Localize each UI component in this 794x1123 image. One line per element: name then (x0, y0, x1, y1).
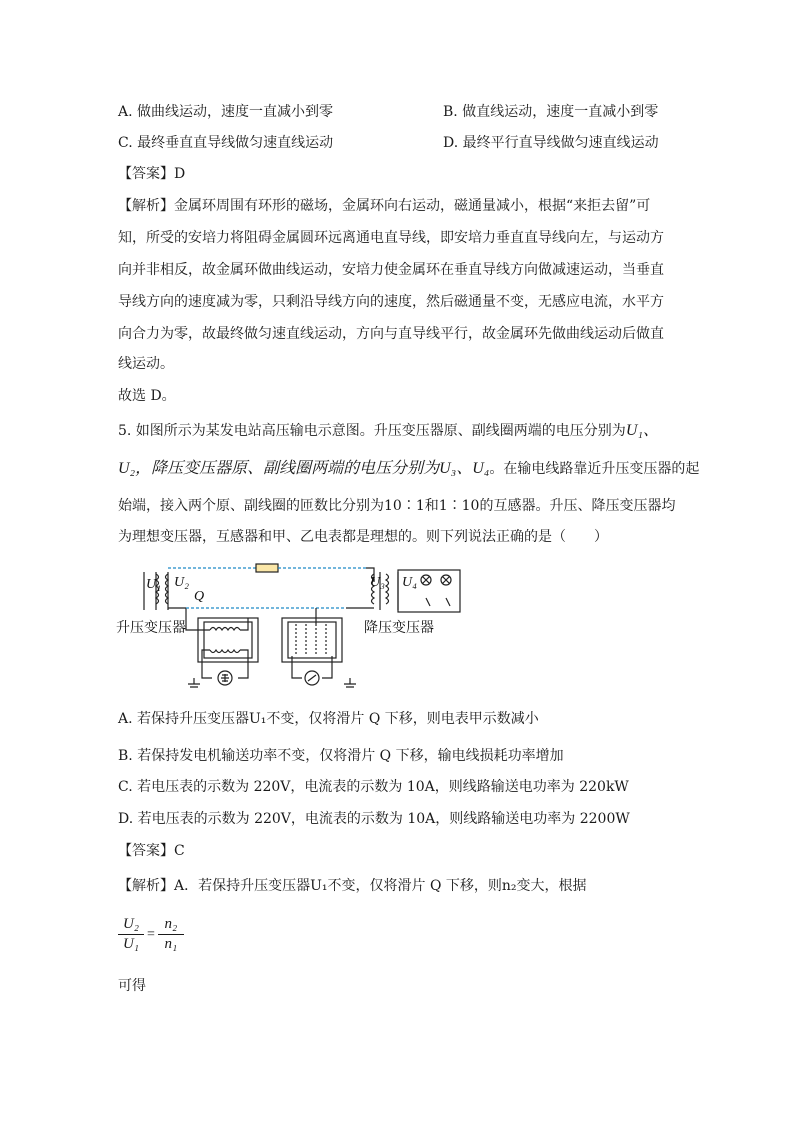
label-step-up: 升压变压器 (116, 620, 186, 636)
label-u3: U₃ (370, 575, 385, 590)
ratio-formula (118, 916, 184, 953)
analysis-line: 向并非相反，故金属环做曲线运动，安培力使金属环在垂直导线方向做减速运动，当垂直 (118, 262, 664, 278)
option-d: D. 最终平行直导线做匀速直线运动 (443, 135, 659, 151)
question-stem: 为理想变压器，互感器和甲、乙电表都是理想的。则下列说法正确的是（ ） (118, 529, 608, 545)
stem-symbol: U₂，降压变压器原、副线圈两端的电压分别为 (118, 460, 440, 477)
fraction-numerator: n₂ (164, 916, 178, 932)
label-u1: U₁ (146, 577, 161, 592)
label-u4: U₄ (402, 575, 417, 590)
question-stem (118, 459, 699, 479)
conclusion: 可得 (118, 978, 146, 994)
conclusion: 故选 D。 (118, 388, 176, 404)
analysis-line: 知，所受的安培力将阻碍金属圆环远离通电直导线，即安培力垂直直导线向左，与运动方 (118, 230, 664, 246)
analysis-line: 【解析】金属环周围有环形的磁场，金属环向右运动，磁通量减小，根据“来拒去留”可 (118, 198, 651, 214)
analysis-line: 【解析】A．若保持升压变压器U₁不变，仅将滑片 Q 下移，则n₂变大，根据 (118, 878, 587, 894)
option-d: D. 若电压表的示数为 220V，电流表的示数为 10A，则线路输送电功率为 2200W (118, 811, 630, 827)
question-stem (118, 421, 659, 441)
answer-label: 【答案】D (118, 166, 186, 182)
stem-text: 5. 如图所示为某发电站高压输电示意图。升压变压器原、副线圈两端的电压分别为 (118, 423, 626, 439)
equals-sign: = (147, 926, 155, 942)
analysis-line: 导线方向的速度减为零，只剩沿导线方向的速度，然后磁通量不变，无感应电流，水平方 (118, 294, 664, 310)
fraction-denominator: U₁ (122, 936, 140, 952)
fraction-denominator: n₁ (164, 936, 178, 952)
option-c: C. 最终垂直直导线做匀速直线运动 (118, 135, 334, 151)
option-b: B. 做直线运动，速度一直减小到零 (443, 104, 659, 120)
analysis-line: 向合力为零，故最终做匀速直线运动，方向与直导线平行，故金属环先做曲线运动后做直 (118, 326, 664, 342)
label-q: Q (194, 589, 205, 604)
answer-label: 【答案】C (118, 843, 185, 859)
option-b: B. 若保持发电机输送功率不变，仅将滑片 Q 下移，输电线损耗功率增加 (118, 748, 564, 764)
stem-symbol: U₁、 (625, 422, 659, 439)
option-a: A. 做曲线运动，速度一直减小到零 (118, 104, 334, 120)
label-u2: U₂ (174, 575, 189, 590)
option-c: C. 若电压表的示数为 220V，电流表的示数为 10A，则线路输送电功率为 220kW (118, 779, 629, 795)
circuit-diagram (116, 560, 476, 688)
analysis-line: 线运动。 (118, 356, 174, 372)
stem-symbol: U₃、U₄ (439, 460, 490, 477)
stem-text: 。在输电线路靠近升压变压器的起 (489, 461, 700, 477)
fraction-numerator: U₂ (122, 916, 140, 932)
option-a: A. 若保持升压变压器U₁不变，仅将滑片 Q 下移，则电表甲示数减小 (118, 711, 539, 727)
label-step-down: 降压变压器 (364, 620, 434, 636)
question-stem: 始端，接入两个原、副线圈的匝数比分别为10∶1和1∶10的互感器。升压、降压变压器均 (118, 498, 676, 514)
